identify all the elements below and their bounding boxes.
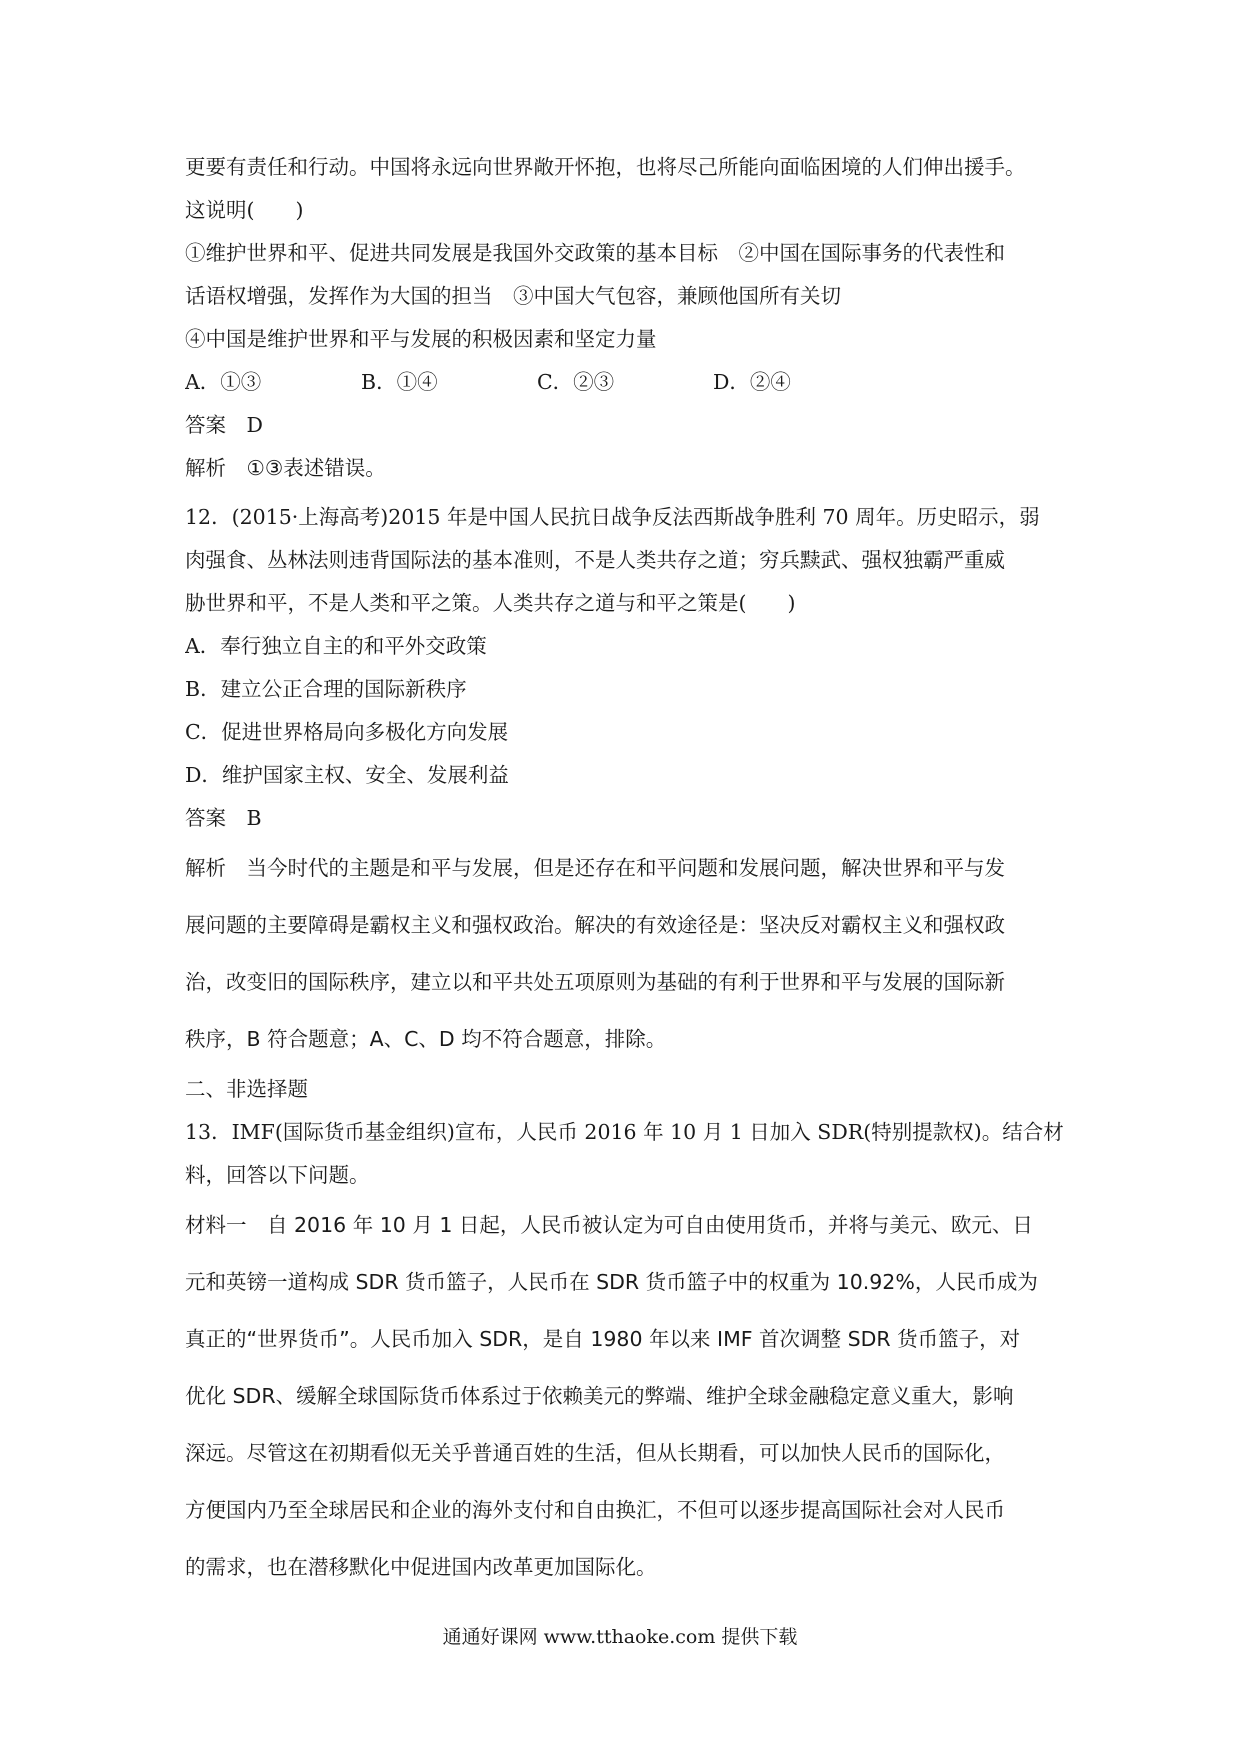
q12-stem-line: 肉强食、丛林法则违背国际法的基本准则，不是人类共存之道；穷兵黩武、强权独霸严重威 [185, 548, 1005, 572]
q11-stem-line: 更要有责任和行动。中国将永远向世界敞开怀抱，也将尽己所能向面临困境的人们伸出援手。 [185, 155, 1026, 179]
q11-option-a: A．①③ [185, 370, 262, 394]
q11-statement: ①维护世界和平、促进共同发展是我国外交政策的基本目标 ②中国在国际事务的代表性和 [185, 241, 1005, 265]
q11-statement: 话语权增强，发挥作为大国的担当 ③中国大气包容，兼顾他国所有关切 [185, 284, 841, 308]
q12-answer: 答案 B [185, 806, 262, 830]
q13-material-line: 真正的“世界货币”。人民币加入 SDR，是自 1980 年以来 IMF 首次调整 SDR 货币篮子，对 [185, 1327, 1021, 1351]
q12-analysis-line: 展问题的主要障碍是霸权主义和强权政治。解决的有效途径是：坚决反对霸权主义和强权政 [185, 913, 1005, 937]
page-content [185, 146, 1065, 1596]
q13-material-line: 元和英镑一道构成 SDR 货币篮子，人民币在 SDR 货币篮子中的权重为 10.92%，人民币成为 [185, 1270, 1038, 1294]
q13-material-line: 材料一 自 2016 年 10 月 1 日起，人民币被认定为可自由使用货币，并将与美元、欧元、日 [185, 1213, 1033, 1237]
q13-material-line: 深远。尽管这在初期看似无关乎普通百姓的生活，但从长期看，可以加快人民币的国际化， [185, 1441, 1005, 1465]
q11-stem-line: 这说明( ) [185, 198, 304, 222]
q11-answer: 答案 D [185, 413, 263, 437]
q13-material-line: 方便国内乃至全球居民和企业的海外支付和自由换汇，不但可以逐步提高国际社会对人民币 [185, 1498, 1005, 1522]
q11-statement: ④中国是维护世界和平与发展的积极因素和坚定力量 [185, 327, 657, 351]
q12-option-c: C．促进世界格局向多极化方向发展 [185, 720, 509, 744]
q11-option-c: C．②③ [537, 370, 615, 394]
q12-stem-line: 12．(2015·上海高考)2015 年是中国人民抗日战争反法西斯战争胜利 70 周年。历史昭示，弱 [185, 505, 1040, 529]
q11-option-d: D．②④ [713, 370, 791, 394]
q13-stem-line: 13．IMF(国际货币基金组织)宣布，人民币 2016 年 10 月 1 日加入 SDR(特别提款权)。结合材 [185, 1120, 1064, 1144]
q11-option-b: B．①④ [361, 370, 438, 394]
q12-analysis-line: 治，改变旧的国际秩序，建立以和平共处五项原则为基础的有利于世界和平与发展的国际新 [185, 970, 1005, 994]
q12-option-b: B．建立公正合理的国际新秩序 [185, 677, 467, 701]
q12-option-d: D．维护国家主权、安全、发展利益 [185, 763, 509, 787]
q12-stem-line: 胁世界和平，不是人类和平之策。人类共存之道与和平之策是( ) [185, 591, 796, 615]
page-footer: 通通好课网 www.tthaoke.com 提供下载 [442, 1626, 798, 1648]
q12-option-a: A．奉行独立自主的和平外交政策 [185, 634, 487, 658]
q12-analysis-line: 解析 当今时代的主题是和平与发展，但是还存在和平问题和发展问题，解决世界和平与发 [185, 856, 1005, 880]
q13-stem-line: 料，回答以下问题。 [185, 1163, 370, 1187]
q11-options [185, 361, 1065, 404]
q13-material-line: 优化 SDR、缓解全球国际货币体系过于依赖美元的弊端、维护全球金融稳定意义重大，影响 [185, 1384, 1014, 1408]
q11-analysis: 解析 ①③表述错误。 [185, 456, 386, 480]
section-heading: 二、非选择题 [185, 1077, 308, 1101]
q13-material-line: 的需求，也在潜移默化中促进国内改革更加国际化。 [185, 1555, 657, 1579]
q12-analysis-line: 秩序，B 符合题意；A、C、D 均不符合题意，排除。 [185, 1027, 667, 1051]
